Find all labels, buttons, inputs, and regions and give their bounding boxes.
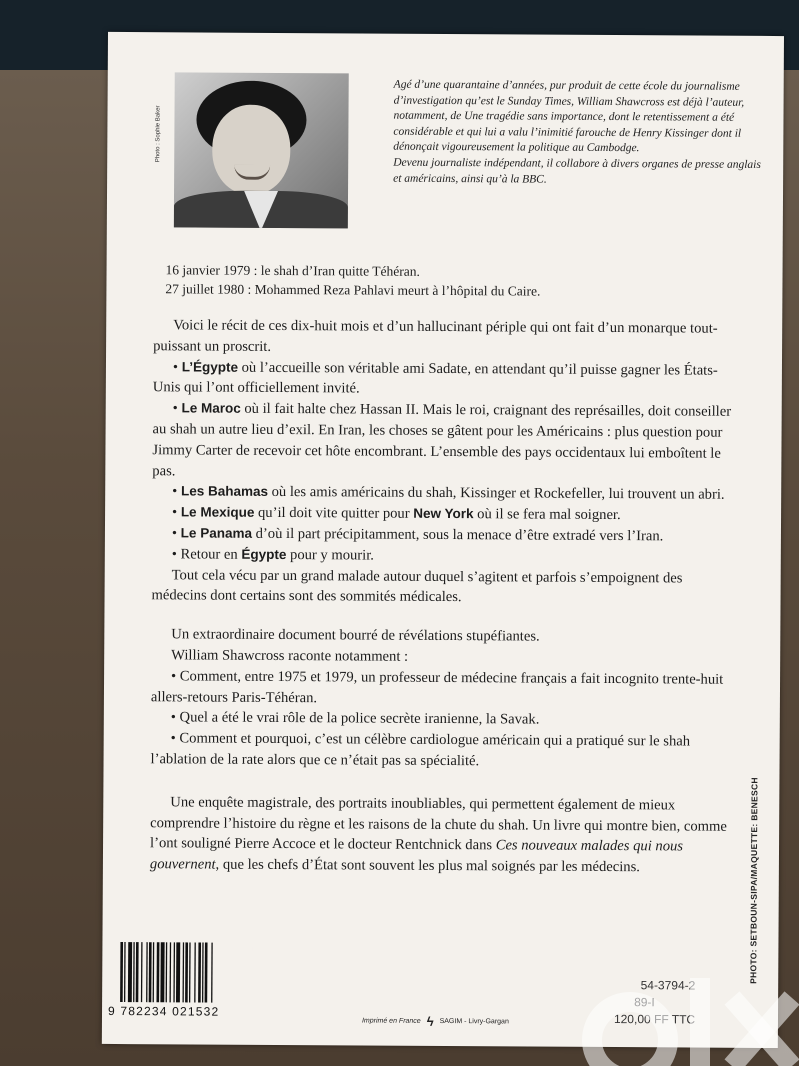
blurb-text bbox=[150, 315, 733, 878]
stage-item: • Le Panama d’où il part précipitamment, sous la menace d’être extradé vers l’Iran. bbox=[171, 525, 664, 545]
barcode-number: 9 782234 021532 bbox=[107, 1003, 220, 1019]
photo-credit: Photo : Sophie Baker bbox=[155, 105, 162, 163]
ref-code: 54-3794-2 bbox=[640, 978, 696, 993]
revelation-item: • Quel a été le vrai rôle de la police secrète iranienne, la Savak. bbox=[170, 709, 540, 728]
summary-paragraph: Tout cela vécu par un grand malade autour duquel s’agitent et parfois s’empoignent des médecins dont certains sont des sommités médicales. bbox=[151, 566, 683, 606]
printer-logo-icon: ϟ bbox=[426, 1013, 434, 1029]
reference-block bbox=[614, 977, 695, 1028]
book-back-cover bbox=[102, 32, 784, 1048]
date-line: 16 janvier 1979 : le shah d’Iran quitte Téhéran. bbox=[165, 262, 420, 279]
key-dates bbox=[165, 260, 540, 300]
bio-paragraph-2: Devenu journaliste indépendant, il collabore à divers organes de presse anglais et américains, ainsi qu’à la BBC. bbox=[393, 156, 761, 186]
stage-item: • Les Bahamas où les amis américains du shah, Kissinger et Rockefeller, lui trouvent un abri. bbox=[172, 483, 725, 504]
stage-item: • L’Égypte où l’accueille son véritable ami Sadate, en attendant qu’il puisse gagner les États-Unis qui l’ont officiellement invité. bbox=[152, 358, 718, 397]
intro-paragraph: Voici le récit de ces dix-huit mois et d’un hallucinant périple qui ont fait d’un monarque tout-puissant un proscrit. bbox=[153, 317, 718, 355]
printer-imprint bbox=[362, 1014, 509, 1030]
document-intro: Un extraordinaire document bourré de révélations stupéfiantes. bbox=[171, 626, 540, 645]
stage-item: • Retour en Égypte pour y mourir. bbox=[171, 546, 375, 564]
printer-left: Imprimé en France bbox=[361, 1017, 421, 1025]
ref-price: 120,00 FF TTC bbox=[613, 1012, 696, 1027]
author-bio bbox=[393, 78, 764, 189]
ref-sub: 89-I bbox=[634, 995, 655, 1010]
stage-item: • Le Maroc où il fait halte chez Hassan II. Mais le roi, craignant des représailles, doit conseiller au shah un autre lieu d’exil. En Iran, les choses se gâtent pour les Américains : plus question pour Jimmy Carter de recevoir cet hôte encombrant. L’ensemble des pays occidentaux lui emboîtent le pas. bbox=[152, 400, 732, 479]
revelation-item: • Comment, entre 1975 et 1979, un professeur de médecine français a fait incognito trente-huit allers-retours Paris-Téhéran. bbox=[150, 668, 724, 706]
shawcross-line: William Shawcross raconte notamment : bbox=[171, 647, 409, 665]
barcode bbox=[116, 940, 252, 1013]
closing-paragraph: Une enquête magistrale, des portraits inoubliables, qui permettent également de mieux comprendre l’histoire du règne et les raisons de la chute du shah. Un livre qui montre bien, comme l’ont souligné Pierre Accoce et le docteur Rentchnick dans Ces nouveaux malades qui nous gouvernent, que les chefs d’État sont souvent les plus mal soignés par les médecins. bbox=[149, 794, 727, 876]
bio-paragraph-1: Agé d’une quarantaine d’années, pur produit de cette école du journalisme d’investigation qu’est le Sunday Times, William Shawcross est déjà l’auteur, notamment, de Une tragédie sans importance, dont le retentissement a été considérable et qui lui a valu l’inimitié farouche de Henry Kissinger dont il dénonçait vigoureusement la politique au Cambodge. bbox=[393, 78, 745, 155]
revelation-item: • Comment et pourquoi, c’est un célèbre cardiologue américain qui a pratiqué sur le shah l’ablation de la rate alors que ce n’était pas sa spécialité. bbox=[150, 730, 691, 770]
author-photo bbox=[174, 72, 349, 228]
date-line: 27 juillet 1980 : Mohammed Reza Pahlavi meurt à l’hôpital du Caire. bbox=[165, 281, 541, 299]
stage-item: • Le Mexique qu’il doit vite quitter pour New York où il se fera mal soigner. bbox=[172, 504, 621, 524]
printer-right: SAGIM - Livry-Gargan bbox=[439, 1017, 509, 1026]
cover-credit: PHOTO: SETBOUN-SIPA/MAQUETTE: BENESCH bbox=[748, 777, 760, 984]
